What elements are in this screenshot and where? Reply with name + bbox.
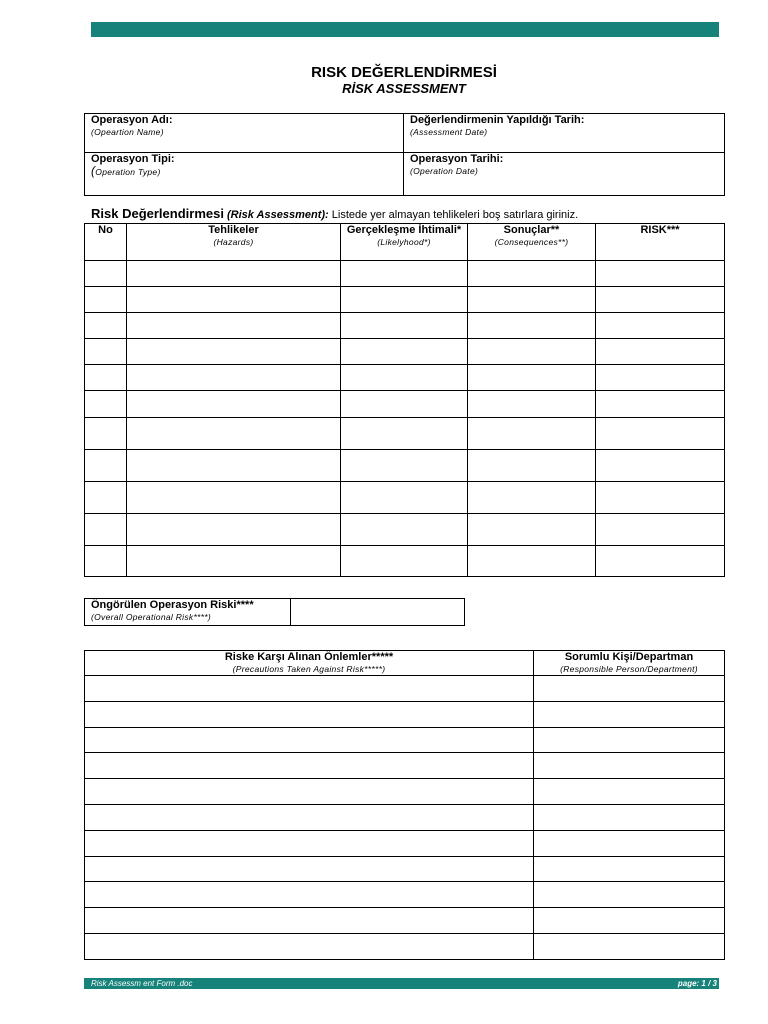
hazard-likelihood-cell[interactable] <box>341 287 468 313</box>
precaution-row <box>85 727 725 753</box>
hazard-risk-cell[interactable] <box>596 339 725 365</box>
hazard-row <box>85 287 725 313</box>
overall-risk-label-en: (Overall Operational Risk****) <box>91 612 212 622</box>
hazard-likelihood-cell[interactable] <box>341 514 468 546</box>
hazard-no-cell[interactable] <box>85 339 127 365</box>
hazard-hazard-cell[interactable] <box>127 365 341 391</box>
hazard-risk-cell[interactable] <box>596 391 725 418</box>
hazard-risk-cell[interactable] <box>596 482 725 514</box>
col-header-hazards <box>127 224 341 261</box>
overall-risk-table <box>84 598 465 626</box>
col-precautions-label: Riske Karşı Alınan Önlemler***** <box>224 651 394 663</box>
assessment-date-field[interactable] <box>404 114 725 153</box>
operation-name-field[interactable] <box>85 114 404 153</box>
hazard-risk-cell[interactable] <box>596 287 725 313</box>
section-title-en: (Risk Assessment): <box>227 209 329 221</box>
precaution-cell[interactable] <box>85 830 534 856</box>
responsible-cell[interactable] <box>534 908 725 934</box>
responsible-cell[interactable] <box>534 779 725 805</box>
hazard-no-cell[interactable] <box>85 514 127 546</box>
hazard-likelihood-cell[interactable] <box>341 450 468 482</box>
hazard-consequence-cell[interactable] <box>468 365 596 391</box>
precaution-row <box>85 908 725 934</box>
precaution-cell[interactable] <box>85 676 534 702</box>
hazard-hazard-cell[interactable] <box>127 287 341 313</box>
hazard-risk-cell[interactable] <box>596 514 725 546</box>
hazard-consequence-cell[interactable] <box>468 546 596 577</box>
hazard-row <box>85 339 725 365</box>
hazard-no-cell[interactable] <box>85 365 127 391</box>
responsible-cell[interactable] <box>534 701 725 727</box>
precaution-row <box>85 882 725 908</box>
operation-type-label: Operasyon Tipi: <box>91 153 175 165</box>
hazard-likelihood-cell[interactable] <box>341 365 468 391</box>
hazard-likelihood-cell[interactable] <box>341 313 468 339</box>
precaution-cell[interactable] <box>85 933 534 959</box>
hazard-consequence-cell[interactable] <box>468 514 596 546</box>
hazard-hazard-cell[interactable] <box>127 313 341 339</box>
col-header-responsible <box>534 651 725 676</box>
operation-date-label: Operasyon Tarihi: <box>410 153 504 165</box>
hazard-consequence-cell[interactable] <box>468 313 596 339</box>
col-responsible-label-en: (Responsible Person/Department) <box>560 664 698 674</box>
precaution-cell[interactable] <box>85 701 534 727</box>
hazard-likelihood-cell[interactable] <box>341 261 468 287</box>
hazard-consequence-cell[interactable] <box>468 418 596 450</box>
precaution-row <box>85 933 725 959</box>
precaution-cell[interactable] <box>85 779 534 805</box>
hazard-risk-cell[interactable] <box>596 313 725 339</box>
hazard-no-cell[interactable] <box>85 450 127 482</box>
hazard-row <box>85 418 725 450</box>
hazard-hazard-cell[interactable] <box>127 514 341 546</box>
precaution-row <box>85 701 725 727</box>
hazard-likelihood-cell[interactable] <box>341 482 468 514</box>
hazard-hazard-cell[interactable] <box>127 339 341 365</box>
responsible-cell[interactable] <box>534 856 725 882</box>
hazard-risk-cell[interactable] <box>596 365 725 391</box>
col-precautions-label-en: (Precautions Taken Against Risk*****) <box>232 664 386 674</box>
hazard-likelihood-cell[interactable] <box>341 391 468 418</box>
footer-page-number: page: 1 / 3 <box>677 979 717 988</box>
hazard-hazard-cell[interactable] <box>127 546 341 577</box>
col-hazards-label-en: (Hazards) <box>213 237 254 247</box>
hazard-row <box>85 546 725 577</box>
hazard-hazard-cell[interactable] <box>127 418 341 450</box>
hazard-table <box>84 223 725 577</box>
footer-bar <box>84 978 719 989</box>
hazard-hazard-cell[interactable] <box>127 482 341 514</box>
section-title-tr: Risk Değerlendirmesi <box>91 206 224 221</box>
precaution-row <box>85 856 725 882</box>
page-subtitle: RİSK ASSESSMENT <box>342 81 466 96</box>
operation-date-label-en: (Operation Date) <box>410 166 479 176</box>
operation-type-paren: ( <box>91 164 96 178</box>
col-header-likelihood <box>341 224 468 261</box>
overall-risk-label-cell <box>85 599 291 626</box>
precaution-cell[interactable] <box>85 908 534 934</box>
col-header-consequences <box>468 224 596 261</box>
operation-name-label: Operasyon Adı: <box>91 114 173 126</box>
hazard-no-cell[interactable] <box>85 546 127 577</box>
precaution-cell[interactable] <box>85 856 534 882</box>
hazard-risk-cell[interactable] <box>596 418 725 450</box>
responsible-cell[interactable] <box>534 753 725 779</box>
precautions-table <box>84 650 725 960</box>
hazard-hazard-cell[interactable] <box>127 261 341 287</box>
hazard-row <box>85 261 725 287</box>
risk-assessment-section-heading <box>91 206 731 223</box>
hazard-risk-cell[interactable] <box>596 546 725 577</box>
responsible-cell[interactable] <box>534 804 725 830</box>
col-hazards-label: Tehlikeler <box>208 224 259 236</box>
hazard-consequence-cell[interactable] <box>468 339 596 365</box>
col-likelihood-label: Gerçekleşme İhtimali* <box>346 224 462 236</box>
assessment-date-label: Değerlendirmenin Yapıldığı Tarih: <box>410 114 585 126</box>
col-no-label: No <box>98 224 113 236</box>
hazard-no-cell[interactable] <box>85 313 127 339</box>
hazard-consequence-cell[interactable] <box>468 450 596 482</box>
operation-info-table <box>84 113 725 196</box>
hazard-likelihood-cell[interactable] <box>341 546 468 577</box>
hazard-no-cell[interactable] <box>85 391 127 418</box>
operation-type-label-en: Operation Type) <box>95 167 161 177</box>
precaution-row <box>85 676 725 702</box>
overall-risk-label: Öngörülen Operasyon Riski**** <box>91 599 254 611</box>
hazard-likelihood-cell[interactable] <box>341 418 468 450</box>
page-title: RISK DEĞERLENDİRMESİ <box>311 64 497 81</box>
precaution-row <box>85 779 725 805</box>
precaution-row <box>85 830 725 856</box>
col-header-precautions <box>85 651 534 676</box>
hazard-row <box>85 482 725 514</box>
hazard-hazard-cell[interactable] <box>127 391 341 418</box>
hazard-risk-cell[interactable] <box>596 261 725 287</box>
hazard-consequence-cell[interactable] <box>468 391 596 418</box>
responsible-cell[interactable] <box>534 882 725 908</box>
col-consequences-label-en: (Consequences**) <box>494 237 569 247</box>
hazard-row <box>85 391 725 418</box>
precaution-cell[interactable] <box>85 882 534 908</box>
precaution-row <box>85 753 725 779</box>
hazard-no-cell[interactable] <box>85 418 127 450</box>
responsible-cell[interactable] <box>534 676 725 702</box>
col-responsible-label: Sorumlu Kişi/Departman <box>564 651 694 663</box>
precaution-cell[interactable] <box>85 753 534 779</box>
hazard-likelihood-cell[interactable] <box>341 339 468 365</box>
col-header-risk <box>596 224 725 261</box>
responsible-cell[interactable] <box>534 933 725 959</box>
hazard-consequence-cell[interactable] <box>468 482 596 514</box>
hazard-row <box>85 313 725 339</box>
hazard-row <box>85 514 725 546</box>
precaution-cell[interactable] <box>85 727 534 753</box>
operation-type-field[interactable] <box>85 153 404 196</box>
hazard-no-cell[interactable] <box>85 287 127 313</box>
hazard-risk-cell[interactable] <box>596 450 725 482</box>
col-header-no <box>85 224 127 261</box>
hazard-consequence-cell[interactable] <box>468 287 596 313</box>
precaution-cell[interactable] <box>85 804 534 830</box>
overall-risk-value-field[interactable] <box>291 599 465 626</box>
hazard-no-cell[interactable] <box>85 261 127 287</box>
hazard-hazard-cell[interactable] <box>127 450 341 482</box>
hazard-no-cell[interactable] <box>85 482 127 514</box>
responsible-cell[interactable] <box>534 727 725 753</box>
hazard-consequence-cell[interactable] <box>468 261 596 287</box>
header-accent-bar <box>91 22 719 37</box>
col-likelihood-label-en: (Likelyhood*) <box>377 237 431 247</box>
assessment-date-label-en: (Assessment Date) <box>410 127 488 137</box>
hazard-row <box>85 365 725 391</box>
col-consequences-label: Sonuçlar** <box>503 224 560 236</box>
operation-name-label-en: (Opeartion Name) <box>91 127 164 137</box>
operation-date-field[interactable] <box>404 153 725 196</box>
responsible-cell[interactable] <box>534 830 725 856</box>
col-risk-label: RISK*** <box>640 224 680 236</box>
precaution-row <box>85 804 725 830</box>
footer-file-name: Risk Assessm ent Form .doc <box>91 979 193 988</box>
section-instruction: Listede yer almayan tehlikeleri boş satırlara giriniz. <box>331 209 579 221</box>
hazard-row <box>85 450 725 482</box>
